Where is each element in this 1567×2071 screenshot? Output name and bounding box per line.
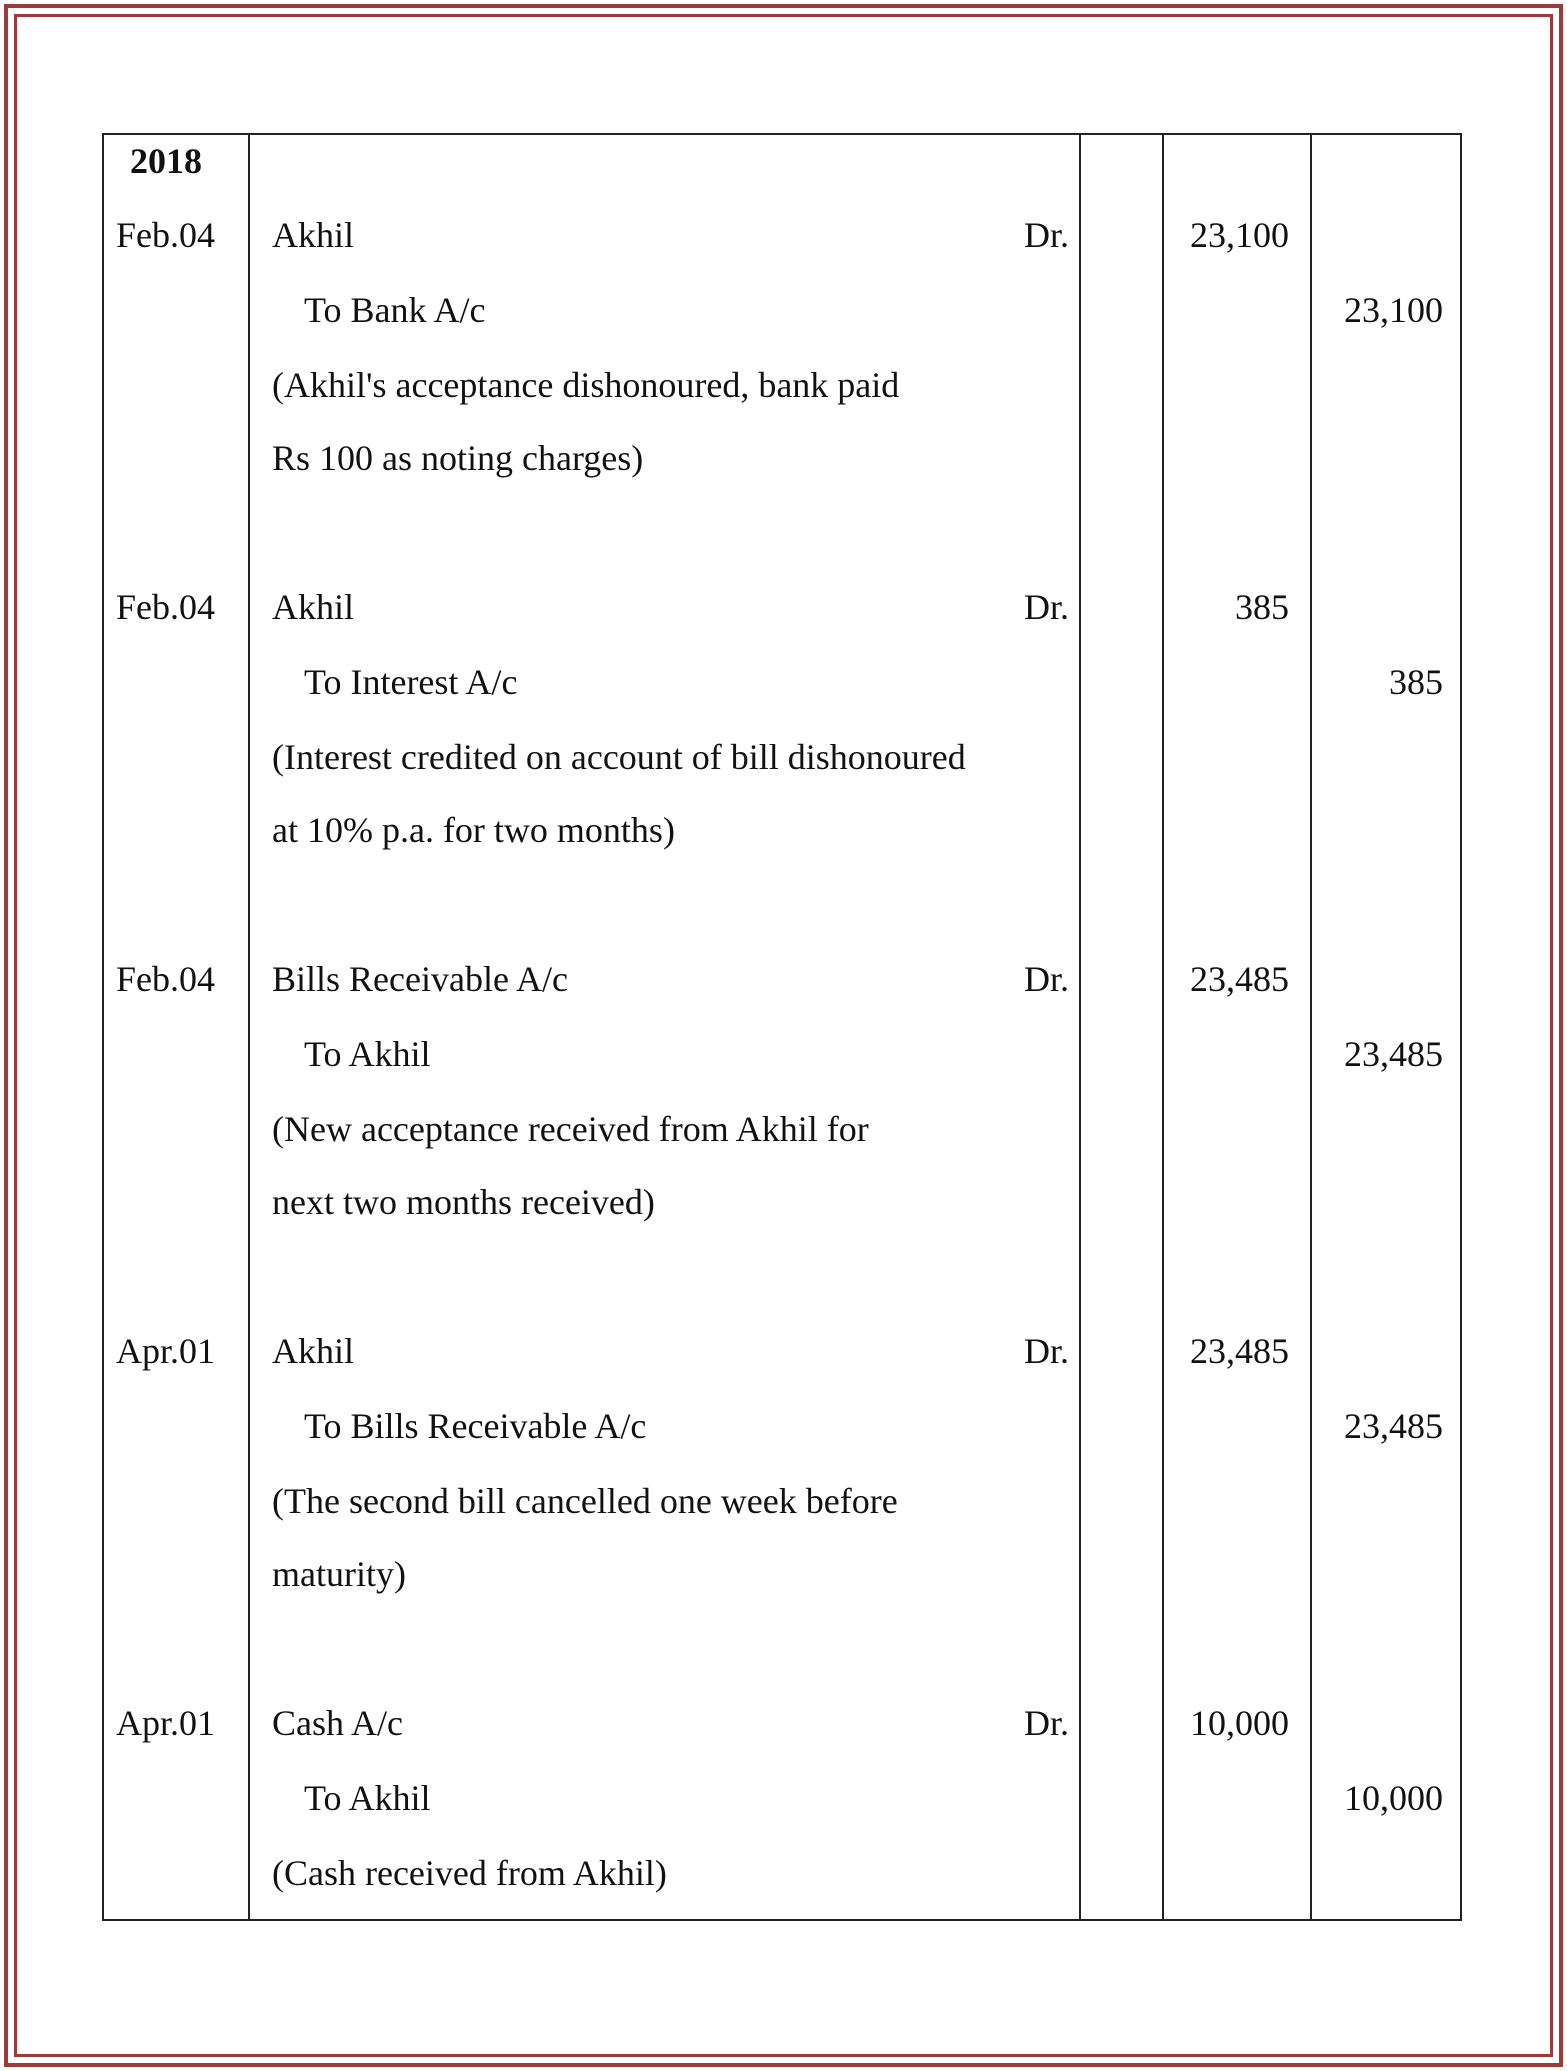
journal-table xyxy=(102,133,1462,1921)
credit-account: To Akhil xyxy=(304,1034,431,1074)
dr-label: Dr. xyxy=(1024,587,1069,627)
credit-amount: 23,485 xyxy=(1344,1406,1443,1446)
dr-label: Dr. xyxy=(1024,1331,1069,1371)
dr-label: Dr. xyxy=(1024,215,1069,255)
narration-line: next two months received) xyxy=(272,1182,655,1222)
dr-label: Dr. xyxy=(1024,959,1069,999)
credit-account: To Interest A/c xyxy=(304,662,518,702)
year-heading: 2018 xyxy=(130,141,202,181)
debit-amount: 23,100 xyxy=(1190,215,1289,255)
credit-amount: 23,100 xyxy=(1344,290,1443,330)
narration-line: Rs 100 as noting charges) xyxy=(272,438,644,478)
credit-account: To Bills Receivable A/c xyxy=(304,1406,647,1446)
entry-date: Feb.04 xyxy=(116,959,215,999)
credit-account: To Akhil xyxy=(304,1778,431,1818)
debit-amount: 10,000 xyxy=(1190,1703,1289,1743)
column-divider-debit xyxy=(1310,135,1312,1919)
narration-line: (Interest credited on account of bill dishonoured xyxy=(272,737,966,777)
entry-date: Apr.01 xyxy=(116,1703,215,1743)
debit-amount: 23,485 xyxy=(1190,959,1289,999)
debit-account: Akhil xyxy=(272,215,355,255)
credit-amount: 10,000 xyxy=(1344,1778,1443,1818)
credit-amount: 23,485 xyxy=(1344,1034,1443,1074)
column-divider-date xyxy=(248,135,250,1919)
column-divider-lf xyxy=(1162,135,1164,1919)
entry-date: Feb.04 xyxy=(116,215,215,255)
narration-line: at 10% p.a. for two months) xyxy=(272,810,675,850)
debit-account: Cash A/c xyxy=(272,1703,403,1743)
debit-amount: 385 xyxy=(1235,587,1289,627)
narration-line: (The second bill cancelled one week before xyxy=(272,1481,898,1521)
narration-line: maturity) xyxy=(272,1554,406,1594)
narration-line: (Akhil's acceptance dishonoured, bank paid xyxy=(272,365,900,405)
debit-account: Bills Receivable A/c xyxy=(272,959,568,999)
debit-amount: 23,485 xyxy=(1190,1331,1289,1371)
entry-date: Feb.04 xyxy=(116,587,215,627)
entry-date: Apr.01 xyxy=(116,1331,215,1371)
debit-account: Akhil xyxy=(272,587,355,627)
credit-amount: 385 xyxy=(1389,662,1443,702)
credit-account: To Bank A/c xyxy=(304,290,486,330)
dr-label: Dr. xyxy=(1024,1703,1069,1743)
narration-line: (Cash received from Akhil) xyxy=(272,1853,667,1893)
debit-account: Akhil xyxy=(272,1331,355,1371)
narration-line: (New acceptance received from Akhil for xyxy=(272,1109,869,1149)
column-divider-particulars xyxy=(1079,135,1081,1919)
